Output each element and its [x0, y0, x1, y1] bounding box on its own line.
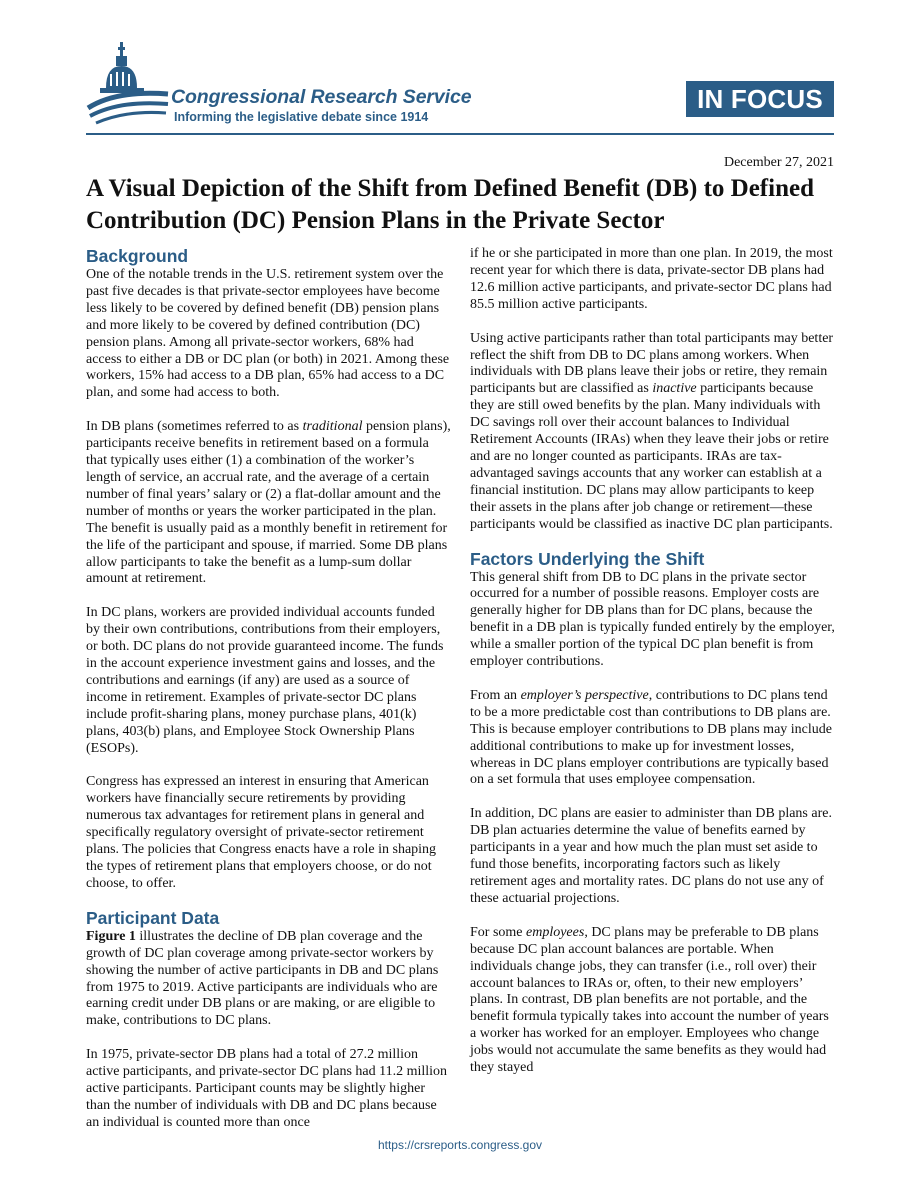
- paragraph: From an employer’s perspective, contributions to DC plans tend to be a more predictable cost than contributions to DB plans are. This is because employer contributions to DB plans may include additional contributions to make up for investment losses, whereas in DC plans employer contributions are typically based on a set formula that uses employee compensation.: [470, 687, 832, 788]
- report-title: A Visual Depiction of the Shift from Defined Benefit (DB) to Defined Contribution (DC) Pension Plans in the Private Sector: [86, 175, 814, 234]
- paragraph: if he or she participated in more than one plan. In 2019, the most recent year for which there is data, private-sector DB plans had 12.6 million active participants, and private-sector DC plans had 85.5 million active participants.: [470, 246, 833, 312]
- emphasis: employees: [526, 924, 585, 940]
- paragraph: Figure 1 illustrates the decline of DB plan coverage and the growth of DC plan coverage among private-sector workers by showing the number of active participants in DB and DC plans from 1975 to 2019. Active participants are individuals who are earning credit under DB plans or are making, or are eligible to make, contributions to DC plans.: [86, 928, 439, 1029]
- capitol-dome-logo: [86, 38, 170, 126]
- org-name: Congressional Research Service: [171, 86, 472, 108]
- left-column: [86, 246, 452, 1132]
- emphasis: traditional: [302, 419, 363, 435]
- section-heading-factors: Factors Underlying the Shift: [470, 548, 705, 569]
- paragraph: In 1975, private-sector DB plans had a total of 27.2 million active participants, and private-sector DC plans had 11.2 million active participants. Participant counts may be slightly higher than the number of individuals with DB and DC plans because an individual is counted more than once: [86, 1047, 448, 1130]
- paragraph: For some employees, DC plans may be preferable to DB plans because DC plan account balances are portable. When individuals change jobs, they can transfer (i.e., roll over) their account balances to IRAs or, often, to their new employers’ plans. In contrast, DB plan benefits are not portable, and the benefit formula typically takes into account the number of years a worker has worked for an employer. Employees who change jobs would not accumulate the same benefits as they would had they stayed: [470, 924, 829, 1076]
- report-date: December 27, 2021: [723, 155, 834, 170]
- emphasis: inactive: [652, 381, 697, 397]
- header-divider: [86, 133, 834, 135]
- figure-reference: Figure 1: [86, 928, 136, 944]
- org-tagline: Informing the legislative debate since 1914: [174, 110, 429, 124]
- paragraph: In addition, DC plans are easier to administer than DB plans are. DB plan actuaries determine the value of benefits earned by participants in a year and how much the plan must set aside to fund those benefits, incorporating factors such as likely retirement ages and mortality rates. DC plans do not use any of these actuarial projections.: [470, 806, 832, 906]
- paragraph: In DB plans (sometimes referred to as traditional pension plans), participants receive benefits in retirement based on a formula that typically uses either (1) a combination of the worker’s length of service, an accrual rate, and the average of a certain number of final years’ salary or (2) a flat-dollar amount and the number of months or years the worker participated in the plan. The benefit is usually paid as a monthly benefit in retirement for the life of the participant and spouse, if married. Some DB plans allow participants to take the benefit as a lump-sum dollar amount at retirement.: [86, 419, 451, 587]
- footer-link[interactable]: https://crsreports.congress.gov: [377, 1138, 543, 1152]
- paragraph: This general shift from DB to DC plans in the private sector occurred for a number of possible reasons. Employer costs are generally higher for DB plans than for DC plans, because the benefit in a DB plan is typically funded entirely by the employer, while a smaller portion of the typical DC plan benefit is from employer contributions.: [470, 569, 835, 670]
- section-heading-background: Background: [86, 246, 189, 266]
- in-focus-badge: IN FOCUS: [686, 81, 834, 117]
- paragraph: One of the notable trends in the U.S. retirement system over the past five decades is that private-sector employees have become less likely to be covered by defined benefit (DB) pension plans and more likely to be covered by defined contribution (DC) pension plans. Among all private-sector workers, 68% had access to either a DB or DC plan (or both) in 2021. Among these workers, 15% had access to a DB plan, 65% had access to a DC plan, and some had access to both.: [86, 267, 450, 401]
- paragraph: Using active participants rather than total participants may better reflect the shift from DB to DC plans among workers. When individuals with DB plans leave their jobs or retire, they remain participants but are classified as inactive participants because they are still owed benefits by the plan. Many individuals with DC savings roll over their account balances to Individual Retirement Accounts (IRAs) when they leave their jobs or retire and are no longer counted as participants. IRAs are tax-advantaged savings accounts that any worker can establish at a financial institution. DC plans may allow participants to keep their assets in the plans after job change or retirement—these participants would be classified as inactive DC plan participants.: [470, 330, 834, 532]
- paragraph: Congress has expressed an interest in ensuring that American workers have financially secure retirements by providing numerous tax advantages for retirement plans in general and specifically regulatory oversight of private-sector retirement plans. The policies that Congress enacts have a role in shaping the types of retirement plans that employers choose, or do not choose, to offer.: [86, 774, 437, 891]
- right-column: [470, 246, 836, 1077]
- report-header: [86, 38, 834, 138]
- section-heading-participant-data: Participant Data: [86, 907, 220, 928]
- paragraph: In DC plans, workers are provided individual accounts funded by their own contributions, contributions from their employers, or both. DC plans do not provide guaranteed income. The funds in the account experience investment gains and losses, and the contributions and earnings (if any) are used as a source of income in retirement. Examples of private-sector DC plans include profit-sharing plans, money purchase plans, 401(k) plans, 403(b) plans, and Employee Stock Ownership Plans (ESOPs).: [86, 605, 444, 756]
- emphasis: employer’s perspective: [520, 687, 649, 703]
